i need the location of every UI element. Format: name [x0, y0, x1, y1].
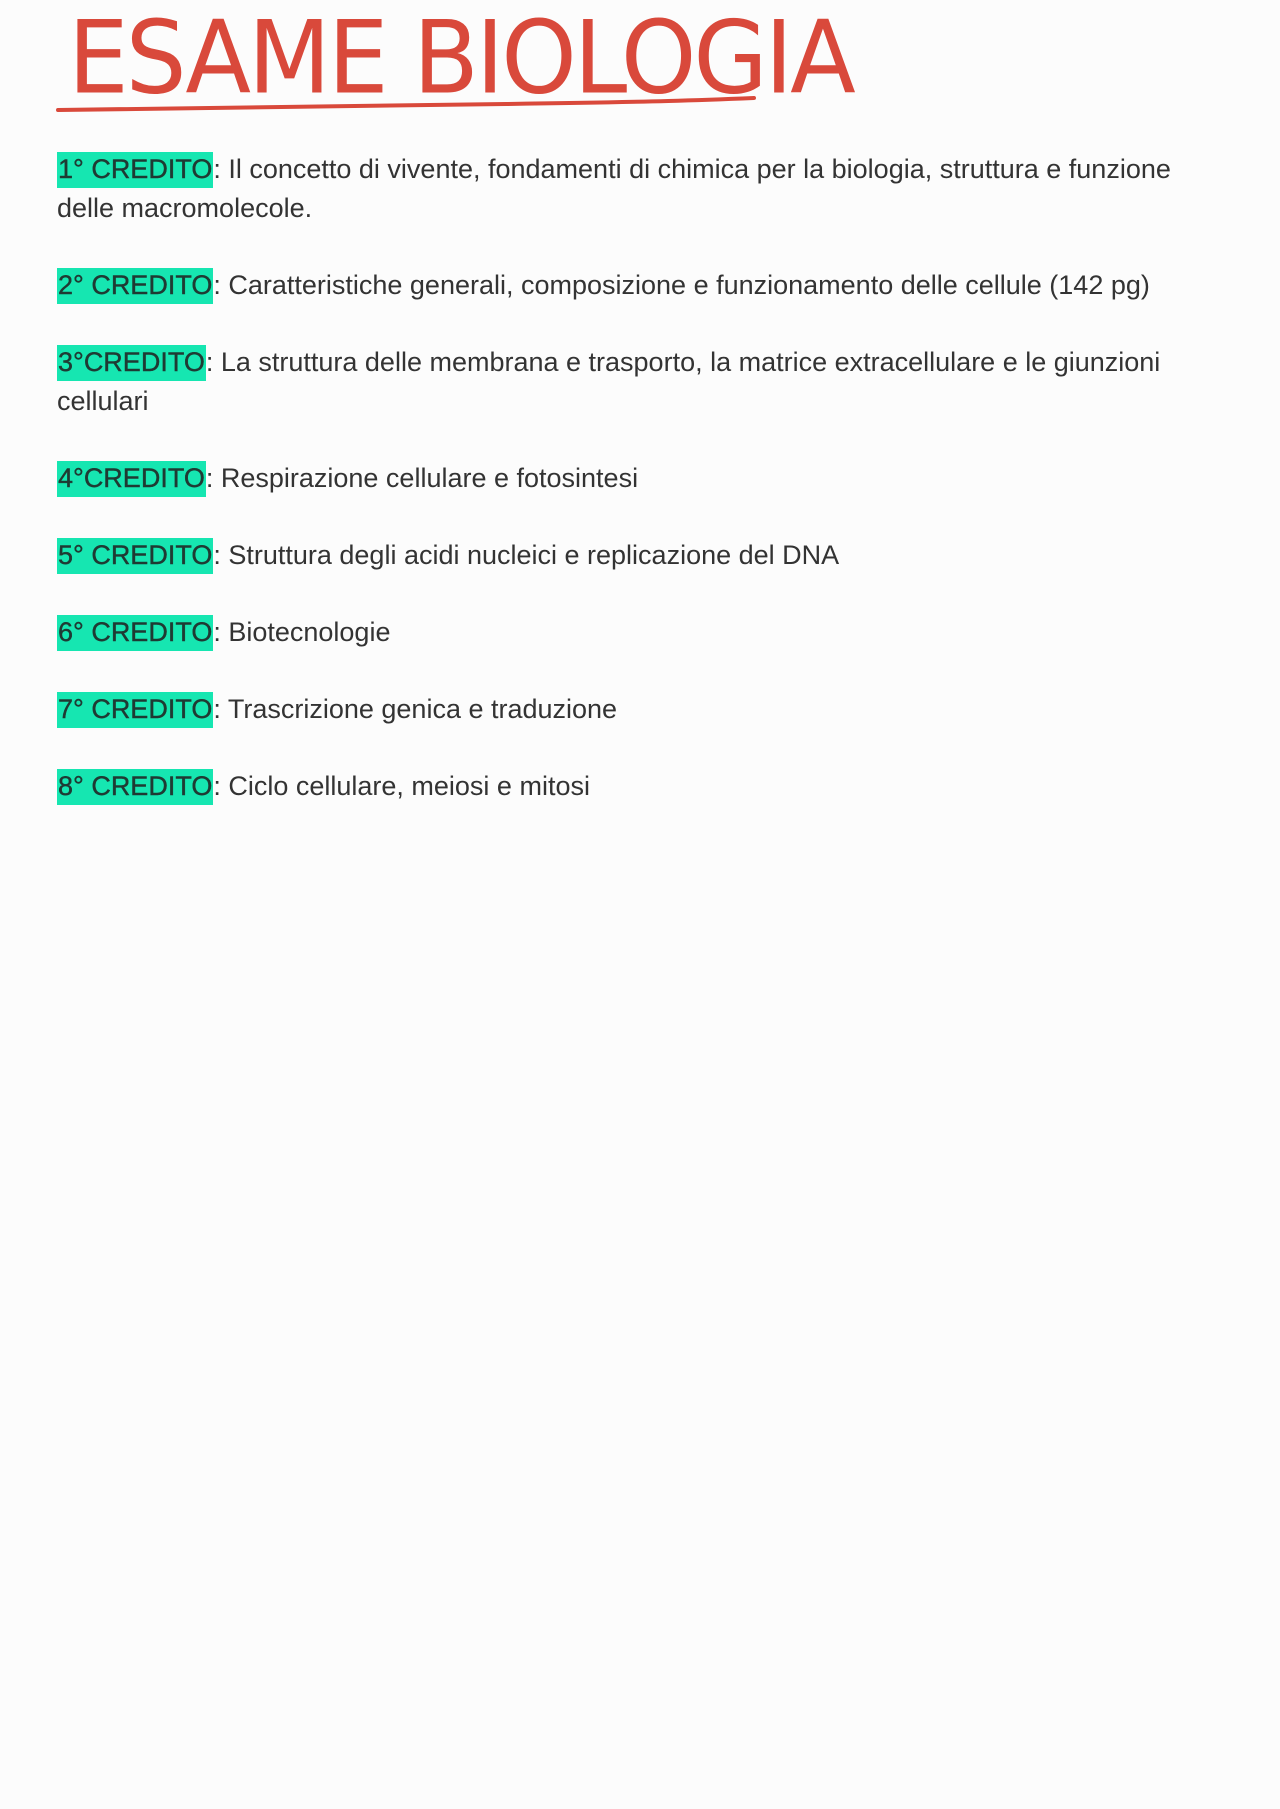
title-block — [56, 0, 853, 120]
credit-separator: : — [213, 617, 221, 647]
credit-description: Struttura degli acidi nucleici e replicazione del DNA — [220, 540, 840, 570]
credit-separator: : — [205, 463, 214, 493]
credit-label: 6° CREDITO — [57, 615, 213, 651]
credit-item-8 — [57, 767, 1207, 806]
credit-description: Il concetto di vivente, fondamenti di chimica per la biologia, struttura e funzione delle macromolecole. — [57, 154, 1171, 223]
credit-item-5 — [57, 536, 1207, 575]
credit-label: 4°CREDITO — [57, 461, 206, 497]
credit-item-4 — [57, 459, 1207, 498]
credit-label: 3°CREDITO — [57, 345, 206, 381]
credit-label: 1° CREDITO — [57, 152, 213, 188]
credit-item-7 — [57, 690, 1207, 729]
credit-label: 5° CREDITO — [57, 538, 213, 574]
credit-separator: : — [205, 347, 214, 377]
title-underline — [56, 92, 756, 116]
credit-label: 7° CREDITO — [57, 692, 213, 728]
credit-description: La struttura delle membrana e trasporto, la matrice extracellulare e le giunzioni cellulari — [57, 347, 1161, 416]
credit-label: 2° CREDITO — [57, 268, 213, 304]
credit-separator: : — [213, 154, 221, 184]
credit-description: Trascrizione genica e traduzione — [220, 694, 618, 724]
credit-item-1 — [57, 150, 1207, 228]
credit-item-2 — [57, 266, 1207, 305]
credit-separator: : — [213, 771, 221, 801]
credit-item-3 — [57, 343, 1207, 421]
credit-description: Biotecnologie — [220, 617, 391, 647]
credit-item-6 — [57, 613, 1207, 652]
credits-list — [57, 150, 1207, 844]
credit-separator: : — [213, 270, 221, 300]
page-title: ESAME BIOLOGIA — [68, 0, 853, 117]
credit-description: Respirazione cellulare e fotosintesi — [213, 463, 639, 493]
credit-separator: : — [213, 694, 221, 724]
credit-separator: : — [213, 540, 221, 570]
credit-description: Ciclo cellulare, meiosi e mitosi — [220, 771, 590, 801]
credit-description: Caratteristiche generali, composizione e funzionamento delle cellule (142 pg) — [220, 270, 1150, 300]
credit-label: 8° CREDITO — [57, 769, 213, 805]
